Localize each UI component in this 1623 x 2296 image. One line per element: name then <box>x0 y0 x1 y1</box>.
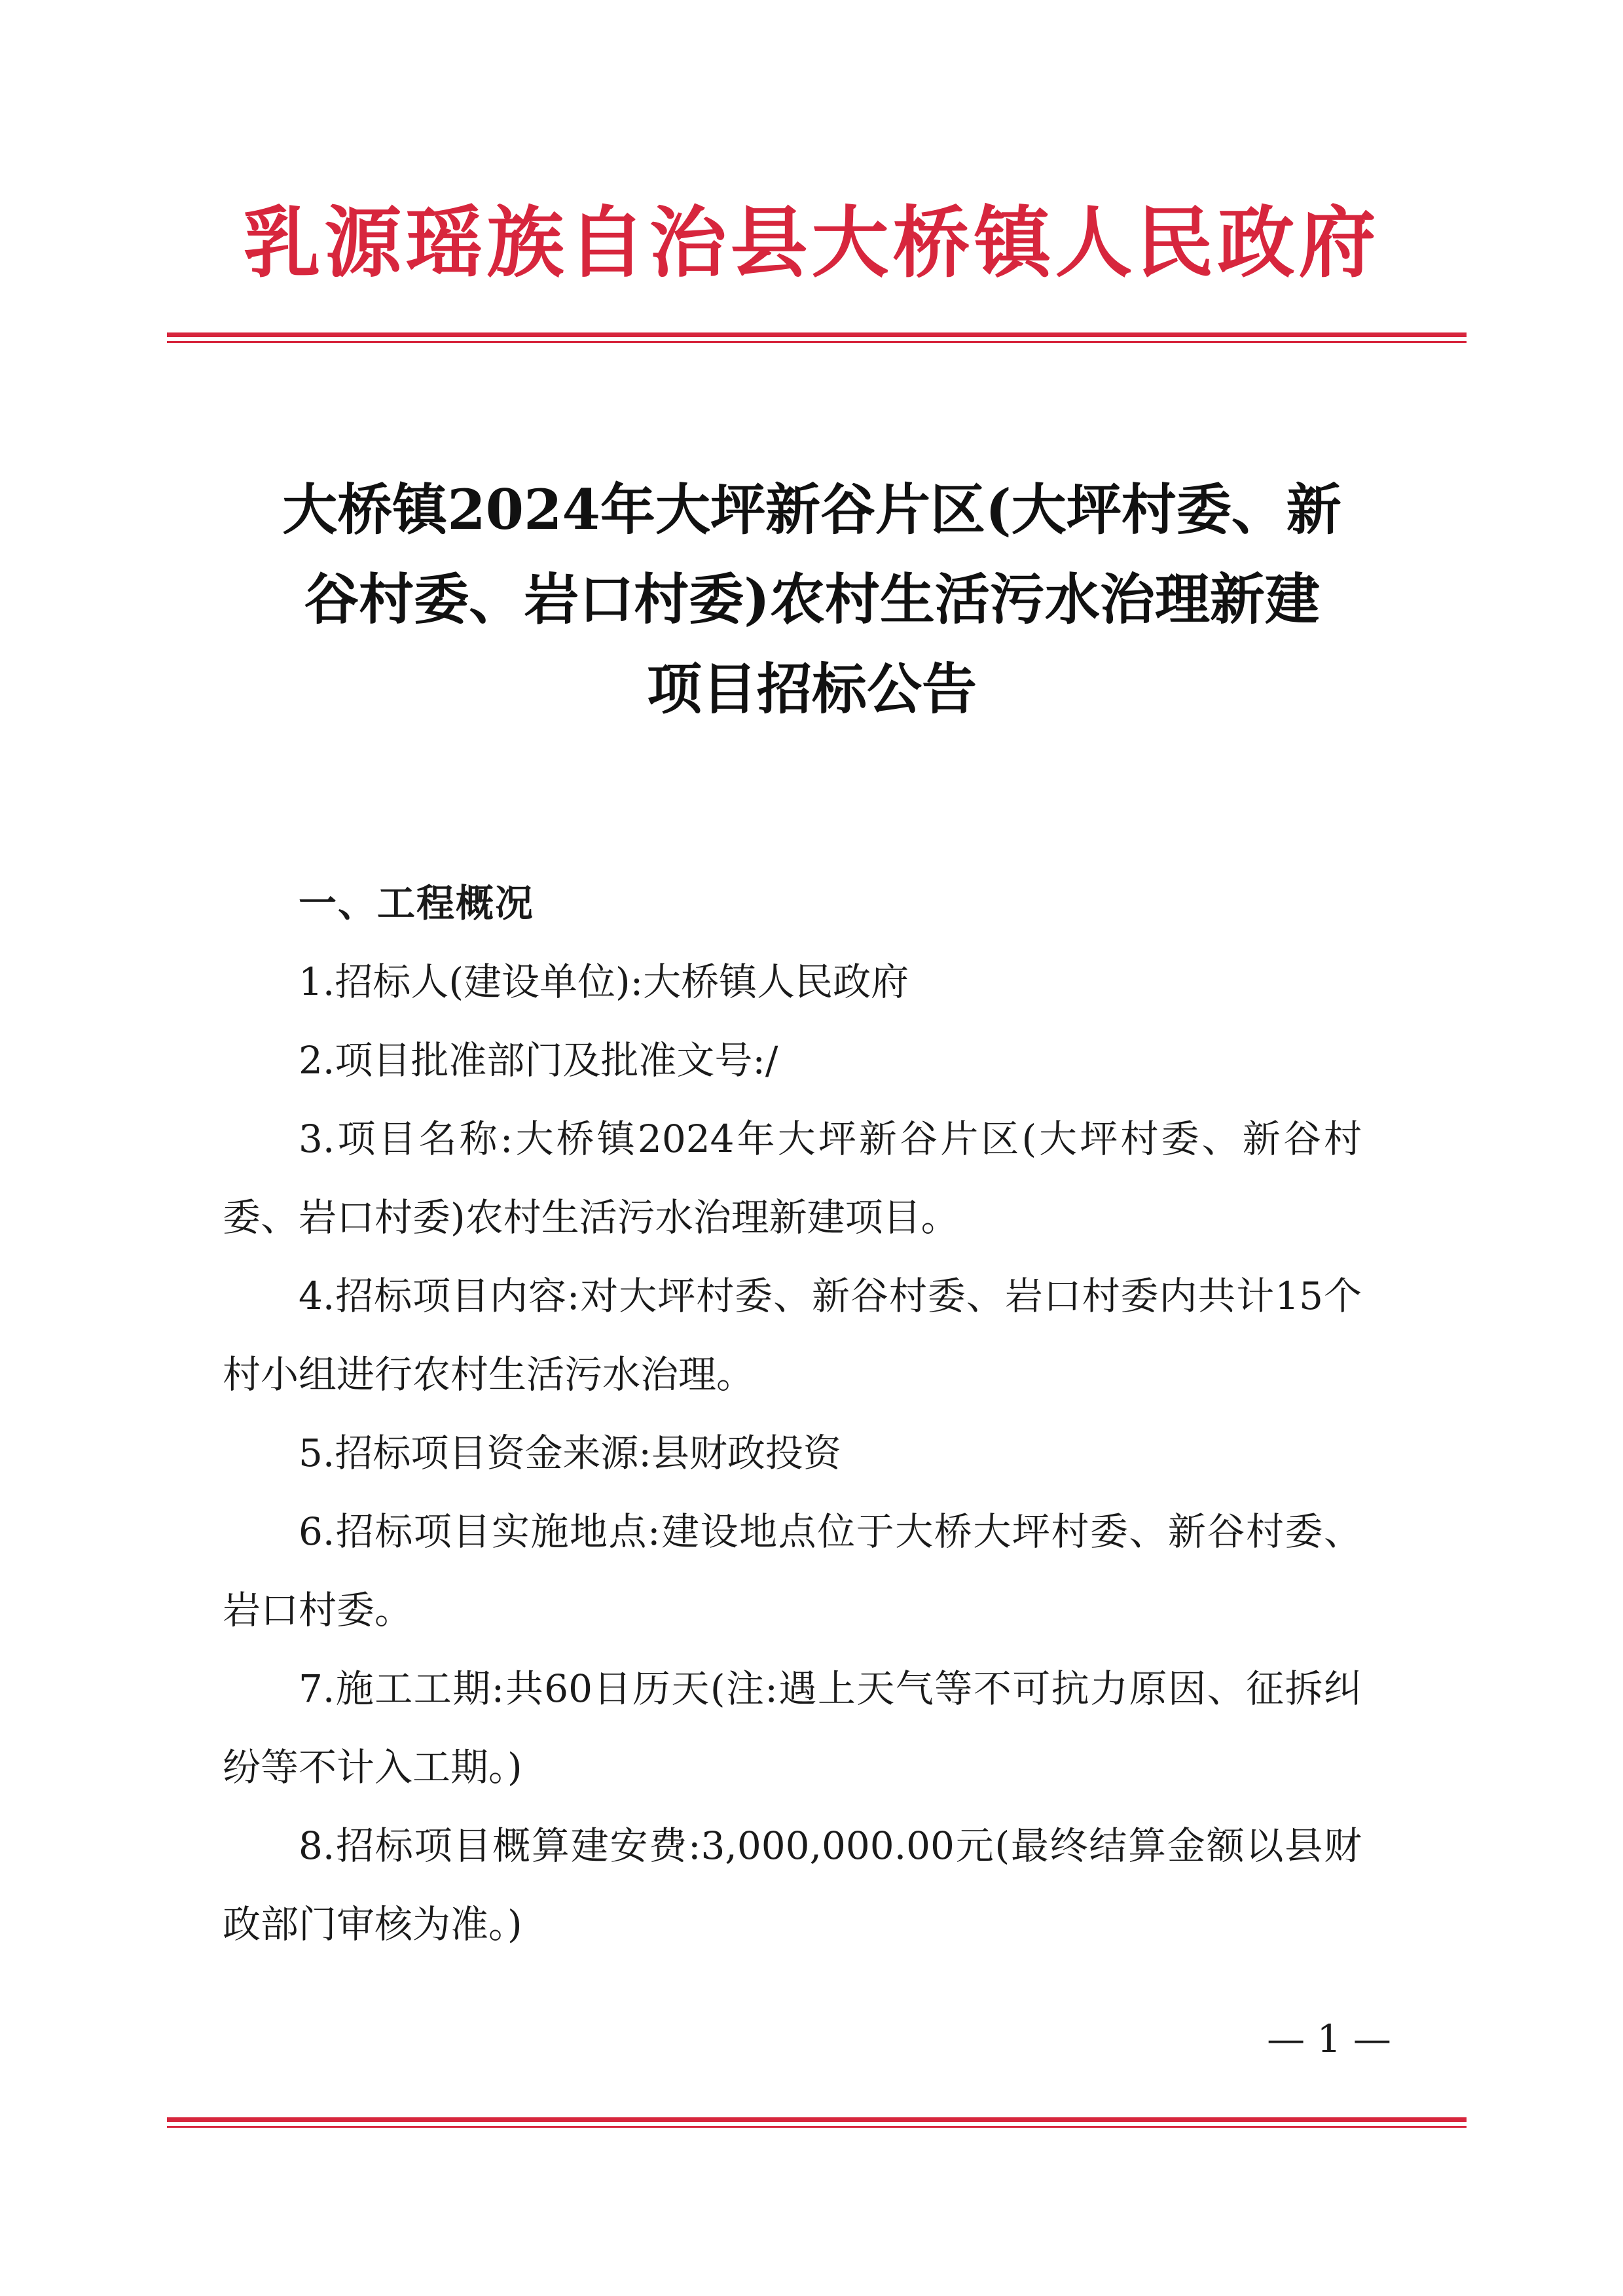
paragraph-item: 1.招标人(建设单位):大桥镇人民政府 <box>299 960 909 1004</box>
paragraph-item: 5.招标项目资金来源:县财政投资 <box>299 1431 841 1475</box>
document-body <box>223 864 1362 1964</box>
title-line-1: 大桥镇2024年大坪新谷片区(大坪村委、新 <box>282 477 1341 542</box>
divider-thin-line <box>167 341 1467 343</box>
title-line-2: 谷村委、岩口村委)农村生活污水治理新建 <box>304 567 1320 632</box>
section-heading: 一、工程概况 <box>299 881 535 925</box>
paragraph-item: 8.招标项目概算建安费:3,000,000.00元(最终结算金额以县财政部门审核为准。) <box>223 1823 1362 1946</box>
letterhead-org-name: 乳源瑶族自治县大桥镇人民政府 <box>243 197 1380 288</box>
paragraph-item: 4.招标项目内容:对大坪村委、新谷村委、岩口村委内共计15个村小组进行农村生活污水治理。 <box>223 1274 1362 1397</box>
page-number: — 1 — <box>1267 2017 1391 2061</box>
paragraph-item: 3.项目名称:大桥镇2024年大坪新谷片区(大坪村委、新谷村委、岩口村委)农村生活污水治理新建项目。 <box>223 1117 1362 1240</box>
paragraph-item: 6.招标项目实施地点:建设地点位于大桥大坪村委、新谷村委、岩口村委。 <box>223 1509 1362 1632</box>
footer-divider <box>167 2117 1467 2128</box>
letterhead-divider <box>167 332 1467 343</box>
divider-thick-line <box>167 332 1467 337</box>
title-line-3: 项目招标公告 <box>646 656 977 721</box>
paragraph-item: 7.施工工期:共60日历天(注:遇上天气等不可抗力原因、征拆纠纷等不计入工期。) <box>223 1666 1362 1789</box>
paragraph-item: 2.项目批准部门及批准文号:/ <box>299 1038 778 1083</box>
divider-thin-line <box>167 2126 1467 2128</box>
document-title <box>216 465 1408 734</box>
divider-thick-line <box>167 2117 1467 2122</box>
